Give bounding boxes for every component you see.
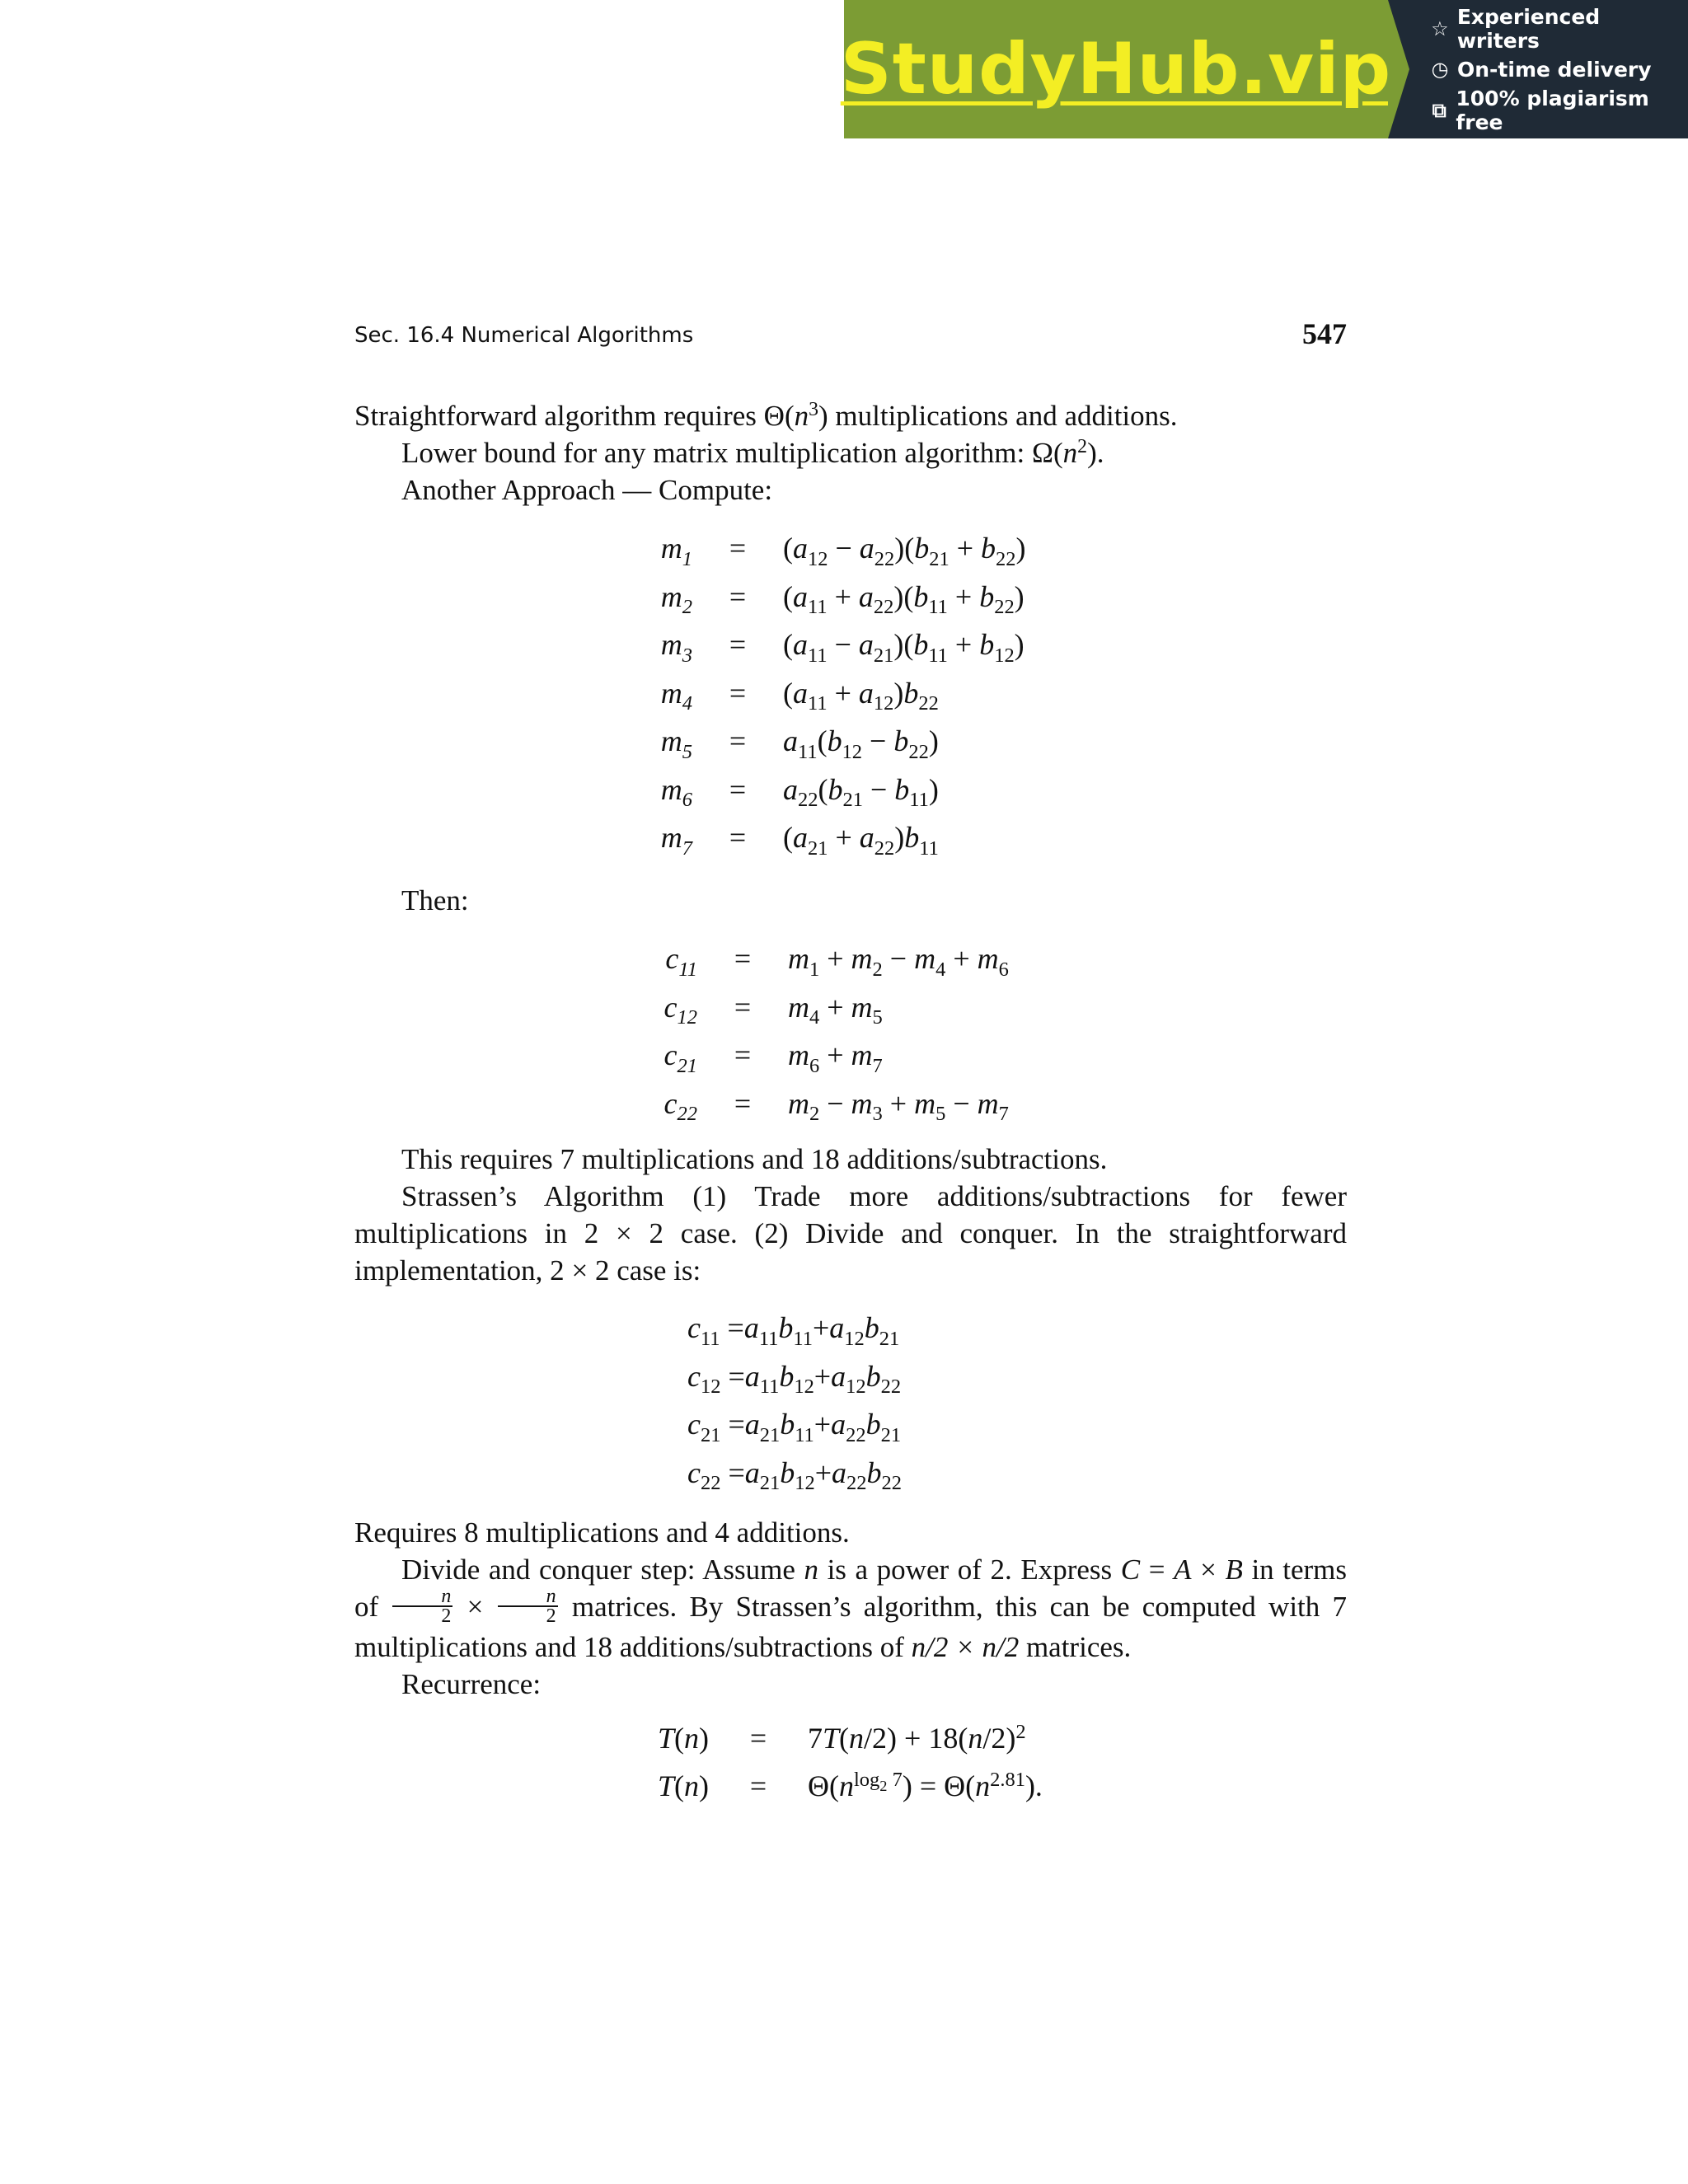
strassen-c-equations xyxy=(651,941,1009,1134)
equation-m1: $m_1$ = $(a_{12} - a_{22})(b_{21} + b_{22})$ xyxy=(660,532,1026,570)
equation-direct-c22: c $_{22}$ = a $_{21}$ b $_{12}$ + a $_{22}$ b $_{22}$ xyxy=(687,1455,902,1495)
banner-features xyxy=(1388,0,1688,138)
ad-banner[interactable] xyxy=(840,0,1688,138)
strassen-m-equations xyxy=(643,531,1025,869)
fraction-n-over-2: $\frac{n}{2}$ xyxy=(498,1587,558,1625)
running-head: Sec. 16.4 Numerical Algorithms xyxy=(354,323,694,348)
equation-m4: $m_4$ = $(a_{11} + a_{12})b_{22}$ xyxy=(660,676,939,715)
direct-c-equations xyxy=(687,1310,902,1503)
divide-conquer-paragraphs xyxy=(354,1514,1347,1703)
feature-experienced-writers xyxy=(1429,5,1688,53)
paragraph-requires-7: This requires 7 multiplications and 18 additions/subtractions. xyxy=(401,1143,1108,1175)
equation-recurrence: T(n) = $7T(n/2) + 18(n/2)^2$ xyxy=(657,1720,1026,1755)
paragraph-strassen-algorithm: Strassen’s Algorithm (1) Trade more additions/subtractions for fewer multiplications in 2 × 2 case. (2) Divide and conquer. In the straightforward implementation, 2 × 2 case is: xyxy=(354,1180,1347,1286)
equation-m5: $m_5$ = $a_{11}(b_{12} - b_{22})$ xyxy=(660,724,939,763)
studyhub-logo[interactable]: StudyHub.vip xyxy=(840,28,1392,110)
equation-c22: $c_{22}$ = $m_2 - m_3 + m_5 - m_7$ xyxy=(663,1086,1009,1126)
banner-logo-panel[interactable] xyxy=(840,0,1392,138)
equation-m6: $m_6$ = $a_{22}(b_{21} - b_{11})$ xyxy=(660,772,939,812)
equation-direct-c21: c $_{21}$ = a $_{21}$ b $_{11}$ + a $_{22}$ b $_{21}$ xyxy=(687,1408,902,1446)
equation-direct-c11: c $_{11}$ = a $_{11}$ b $_{11}$ + a $_{12}$ b $_{21}$ xyxy=(687,1311,900,1350)
equation-c12: $c_{12}$ = $m_4 + m_5$ xyxy=(663,990,883,1029)
fraction-n-over-2: $\frac{n}{2}$ xyxy=(392,1587,452,1625)
feature-plagiarism-free xyxy=(1429,87,1688,134)
paragraph-another-approach: Another Approach — Compute: xyxy=(401,474,773,506)
equation-solution: T(n) = $\Theta(n^{log_2 7}) = \Theta(n^{2.81})$. xyxy=(657,1768,1043,1802)
paragraph-requires-8: Requires 8 multiplications and 4 additions. xyxy=(354,1516,850,1549)
equation-direct-c12: c $_{12}$ = a $_{11}$ b $_{12}$ + a $_{12}$ b $_{22}$ xyxy=(687,1359,902,1399)
feature-label: 100% plagiarism free xyxy=(1456,86,1649,134)
equation-c21: $c_{21}$ = $m_6 + m_7$ xyxy=(663,1038,883,1077)
copy-icon: ⧉ xyxy=(1432,98,1447,122)
intro-paragraphs xyxy=(354,397,1347,509)
equation-m7: $m_7$ = $(a_{21} + a_{22})b_{11}$ xyxy=(660,821,939,860)
recurrence-equations xyxy=(636,1721,1043,1816)
page-number: 547 xyxy=(1302,317,1347,350)
paragraph-straightforward: Straightforward algorithm requires $\Theta(n^3)$ multiplications and additions. xyxy=(354,399,1178,432)
feature-label: On-time delivery xyxy=(1457,57,1652,82)
paragraph-then: Then: xyxy=(401,884,469,916)
strassen-paragraphs xyxy=(354,1141,1347,1289)
clock-icon: ◷ xyxy=(1431,58,1449,81)
star-outline-icon: ☆ xyxy=(1431,16,1449,40)
equation-m3: $m_3$ = $(a_{11} - a_{21})(b_{11} + b_{12})$ xyxy=(660,628,1025,667)
feature-on-time-delivery xyxy=(1429,58,1688,82)
paragraph-recurrence: Recurrence: xyxy=(401,1667,542,1700)
paragraph-lower-bound: Lower bound for any matrix multiplication algorithm: $\Omega(n^2)$. xyxy=(401,436,1104,469)
feature-label: Experienced writers xyxy=(1456,4,1601,53)
paragraph-divide-and-conquer: Divide and conquer step: Assume n is a power of 2. Express C = A × B in terms of $\frac{n}{2}$ × $\frac{n}{2}$ matrices. By Strassen’s algorithm, this can be computed with 7 multiplications and 18 additions/subtractions of n/2 × n/2 matrices. xyxy=(354,1554,1348,1663)
equation-m2: $m_2$ = $(a_{11} + a_{22})(b_{11} + b_{22})$ xyxy=(660,579,1025,619)
equation-c11: $c_{11}$ = $m_1 + m_2 - m_4 + m_6$ xyxy=(665,942,1009,981)
